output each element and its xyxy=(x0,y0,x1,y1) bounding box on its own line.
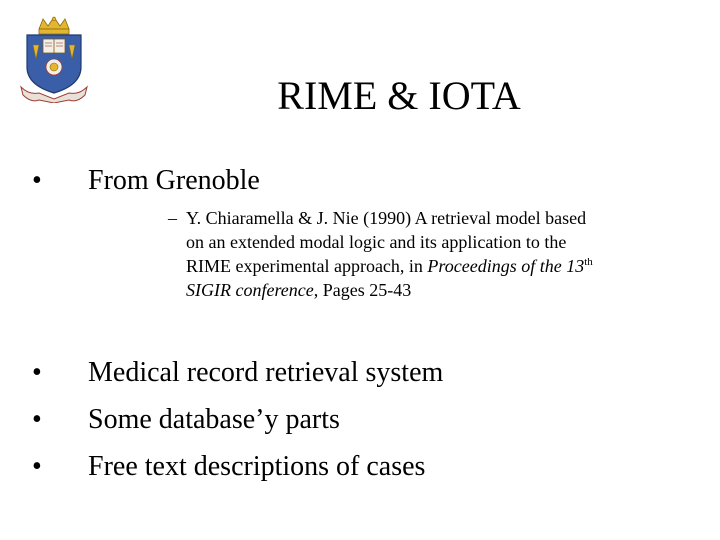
citation-line: Y. Chiaramella & J. Nie (1990) A retrieval model based xyxy=(186,208,587,228)
citation-proceedings: Proceedings of the 13 xyxy=(427,256,585,276)
bullet-item xyxy=(32,356,443,390)
citation-line xyxy=(186,254,668,278)
citation-text: RIME experimental approach, in xyxy=(186,256,428,276)
bullet-glyph: • xyxy=(32,165,42,196)
citation-pages: , Pages 25-43 xyxy=(313,280,412,300)
sub-bullet-dash: – xyxy=(168,208,177,228)
bullet-text: Free text descriptions of cases xyxy=(88,451,426,482)
crown-icon xyxy=(39,17,69,34)
slide-title: RIME & IOTA xyxy=(277,73,521,118)
book-icon xyxy=(43,39,65,53)
citation-line xyxy=(186,278,668,302)
bullet-item xyxy=(32,403,340,437)
citation-superscript: th xyxy=(584,256,593,268)
citation-conference: SIGIR conference xyxy=(186,280,314,300)
citation-line: on an extended modal logic and its application to the xyxy=(186,232,567,252)
bullet-item xyxy=(32,164,260,198)
bullet-text: Some database’y parts xyxy=(88,404,340,435)
bullet-text: Medical record retrieval system xyxy=(88,357,444,388)
bullet-text: From Grenoble xyxy=(88,165,260,196)
bullet-glyph: • xyxy=(32,357,42,388)
bullet-item xyxy=(32,450,425,484)
bullet-glyph: • xyxy=(32,404,42,435)
bullet-glyph: • xyxy=(32,451,42,482)
sub-bullet-citation xyxy=(168,206,668,302)
